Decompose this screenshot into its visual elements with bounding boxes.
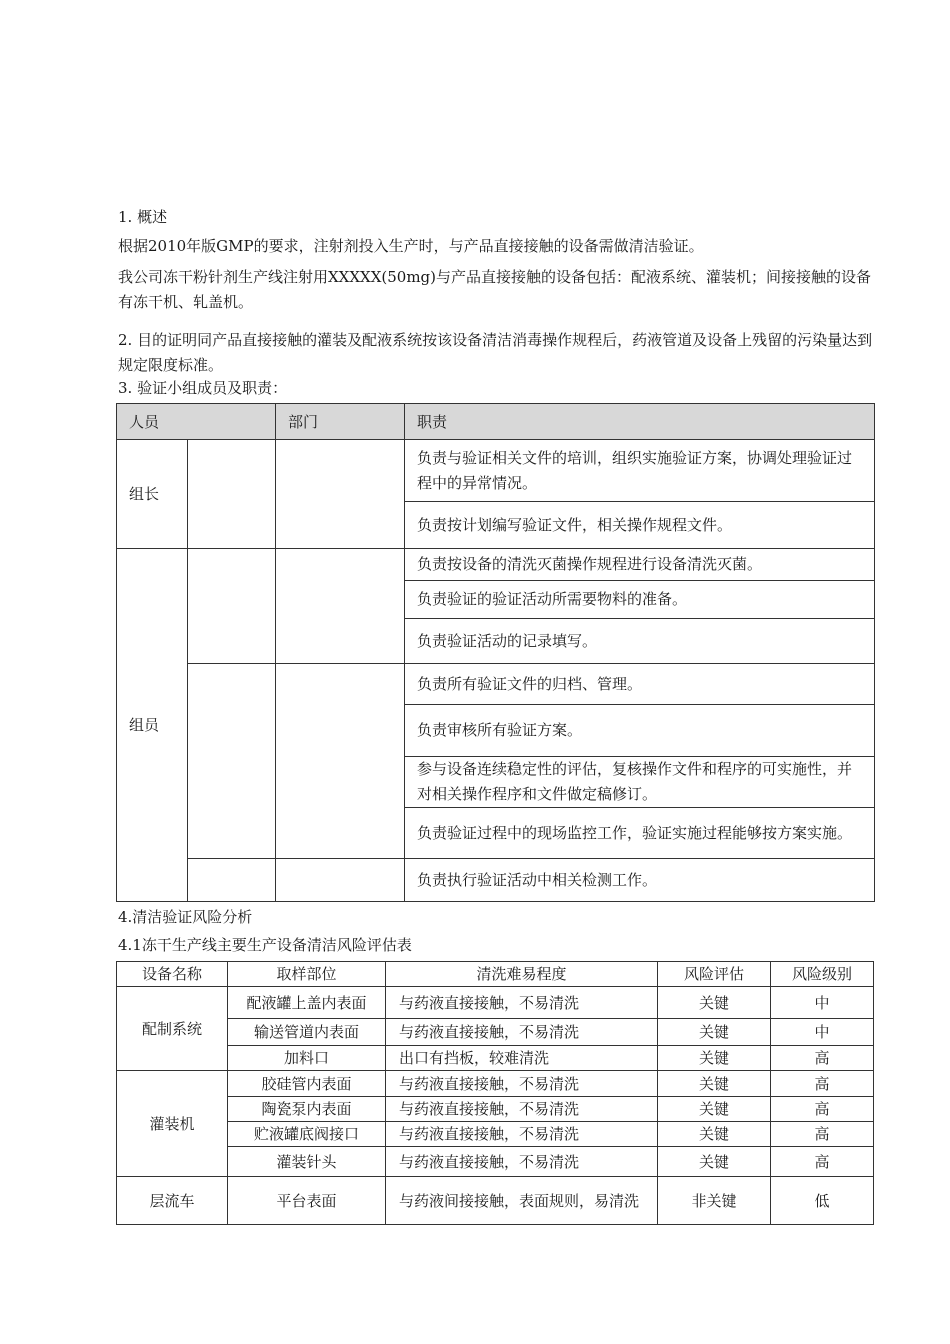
department-cell [276, 664, 405, 859]
equipment-cell: 灌装机 [117, 1071, 228, 1177]
table-row [117, 987, 874, 1019]
level-cell: 高 [771, 1122, 874, 1147]
overview-paragraph-2: 我公司冻干粉针剂生产线注射用XXXXX(50mg)与产品直接接触的设备包括：配液系统、灌装机；间接接触的设备有冻干机、轧盖机。 [118, 268, 872, 311]
table-row [117, 1071, 874, 1097]
duty-cell: 负责验证活动的记录填写。 [405, 619, 875, 664]
header-sampling-site: 取样部位 [228, 962, 386, 987]
duty-cell: 参与设备连续稳定性的评估，复核操作文件和程序的可实施性，并对相关操作程序和文件做定稿修订。 [405, 757, 875, 808]
difficulty-cell: 出口有挡板，较难清洗 [386, 1046, 658, 1071]
risk-table-header [117, 962, 874, 987]
header-duty: 职责 [405, 404, 875, 440]
difficulty-cell: 与药液直接接触，不易清洗 [386, 1122, 658, 1147]
level-cell: 高 [771, 1071, 874, 1097]
equipment-cell: 配制系统 [117, 987, 228, 1071]
duty-cell: 负责验证过程中的现场监控工作，验证实施过程能够按方案实施。 [405, 808, 875, 859]
table-row [117, 1177, 874, 1225]
assessment-cell: 非关键 [658, 1177, 771, 1225]
table-row [117, 549, 875, 581]
department-cell [276, 549, 405, 664]
team-table [116, 403, 875, 902]
table-row [117, 1019, 874, 1046]
difficulty-cell: 与药液直接接触，不易清洗 [386, 1097, 658, 1122]
site-cell: 平台表面 [228, 1177, 386, 1225]
assessment-cell: 关键 [658, 1147, 771, 1177]
purpose-paragraph: 2. 目的证明同产品直接接触的灌装及配液系统按该设备清洁消毒操作规程后，药液管道及设备上残留的污染量达到规定限度标准。 [118, 331, 873, 374]
name-cell [188, 664, 276, 859]
level-cell: 高 [771, 1147, 874, 1177]
role-member: 组员 [117, 549, 188, 902]
assessment-cell: 关键 [658, 1046, 771, 1071]
role-leader: 组长 [117, 440, 188, 549]
department-cell [276, 859, 405, 902]
table-row [117, 1147, 874, 1177]
site-cell: 贮液罐底阀接口 [228, 1122, 386, 1147]
duty-cell: 负责验证的验证活动所需要物料的准备。 [405, 581, 875, 619]
site-cell: 输送管道内表面 [228, 1019, 386, 1046]
site-cell: 陶瓷泵内表面 [228, 1097, 386, 1122]
department-cell [276, 440, 405, 549]
assessment-cell: 关键 [658, 1122, 771, 1147]
difficulty-cell: 与药液间接接触，表面规则，易清洗 [386, 1177, 658, 1225]
header-department: 部门 [276, 404, 405, 440]
assessment-cell: 关键 [658, 1071, 771, 1097]
duty-cell: 负责按设备的清洗灭菌操作规程进行设备清洗灭菌。 [405, 549, 875, 581]
difficulty-cell: 与药液直接接触，不易清洗 [386, 1071, 658, 1097]
name-cell [188, 859, 276, 902]
duty-cell: 负责与验证相关文件的培训，组织实施验证方案，协调处理验证过程中的异常情况。 [405, 440, 875, 502]
duty-cell: 负责按计划编写验证文件，相关操作规程文件。 [405, 502, 875, 549]
table-row [117, 1097, 874, 1122]
table-row [117, 859, 875, 902]
site-cell: 加料口 [228, 1046, 386, 1071]
level-cell: 低 [771, 1177, 874, 1225]
level-cell: 高 [771, 1097, 874, 1122]
table-row [117, 440, 875, 502]
table-row [117, 664, 875, 705]
overview-heading: 1. 概述 [118, 208, 168, 226]
header-cleaning-difficulty: 清洗难易程度 [386, 962, 658, 987]
assessment-cell: 关键 [658, 987, 771, 1019]
site-cell: 胶硅管内表面 [228, 1071, 386, 1097]
equipment-cell: 层流车 [117, 1177, 228, 1225]
name-cell [188, 549, 276, 664]
level-cell: 中 [771, 987, 874, 1019]
difficulty-cell: 与药液直接接触，不易清洗 [386, 1019, 658, 1046]
site-cell: 灌装针头 [228, 1147, 386, 1177]
header-risk-assessment: 风险评估 [658, 962, 771, 987]
name-cell [188, 440, 276, 549]
duty-cell: 负责执行验证活动中相关检测工作。 [405, 859, 875, 902]
duty-cell: 负责所有验证文件的归档、管理。 [405, 664, 875, 705]
site-cell: 配液罐上盖内表面 [228, 987, 386, 1019]
risk-table [116, 961, 874, 1225]
risk-heading: 4.清洁验证风险分析 [118, 908, 253, 926]
duty-cell: 负责审核所有验证方案。 [405, 705, 875, 757]
overview-paragraph-1: 根据2010年版GMP的要求，注射剂投入生产时，与产品直接接触的设备需做清洁验证。 [118, 237, 704, 255]
table-row [117, 1122, 874, 1147]
level-cell: 中 [771, 1019, 874, 1046]
team-heading: 3. 验证小组成员及职责： [118, 379, 288, 397]
header-equipment: 设备名称 [117, 962, 228, 987]
team-table-header [117, 404, 875, 440]
difficulty-cell: 与药液直接接触，不易清洗 [386, 987, 658, 1019]
risk-subheading: 4.1冻干生产线主要生产设备清洁风险评估表 [118, 936, 412, 954]
assessment-cell: 关键 [658, 1019, 771, 1046]
assessment-cell: 关键 [658, 1097, 771, 1122]
table-row [117, 1046, 874, 1071]
header-personnel: 人员 [117, 404, 276, 440]
level-cell: 高 [771, 1046, 874, 1071]
header-risk-level: 风险级别 [771, 962, 874, 987]
difficulty-cell: 与药液直接接触，不易清洗 [386, 1147, 658, 1177]
